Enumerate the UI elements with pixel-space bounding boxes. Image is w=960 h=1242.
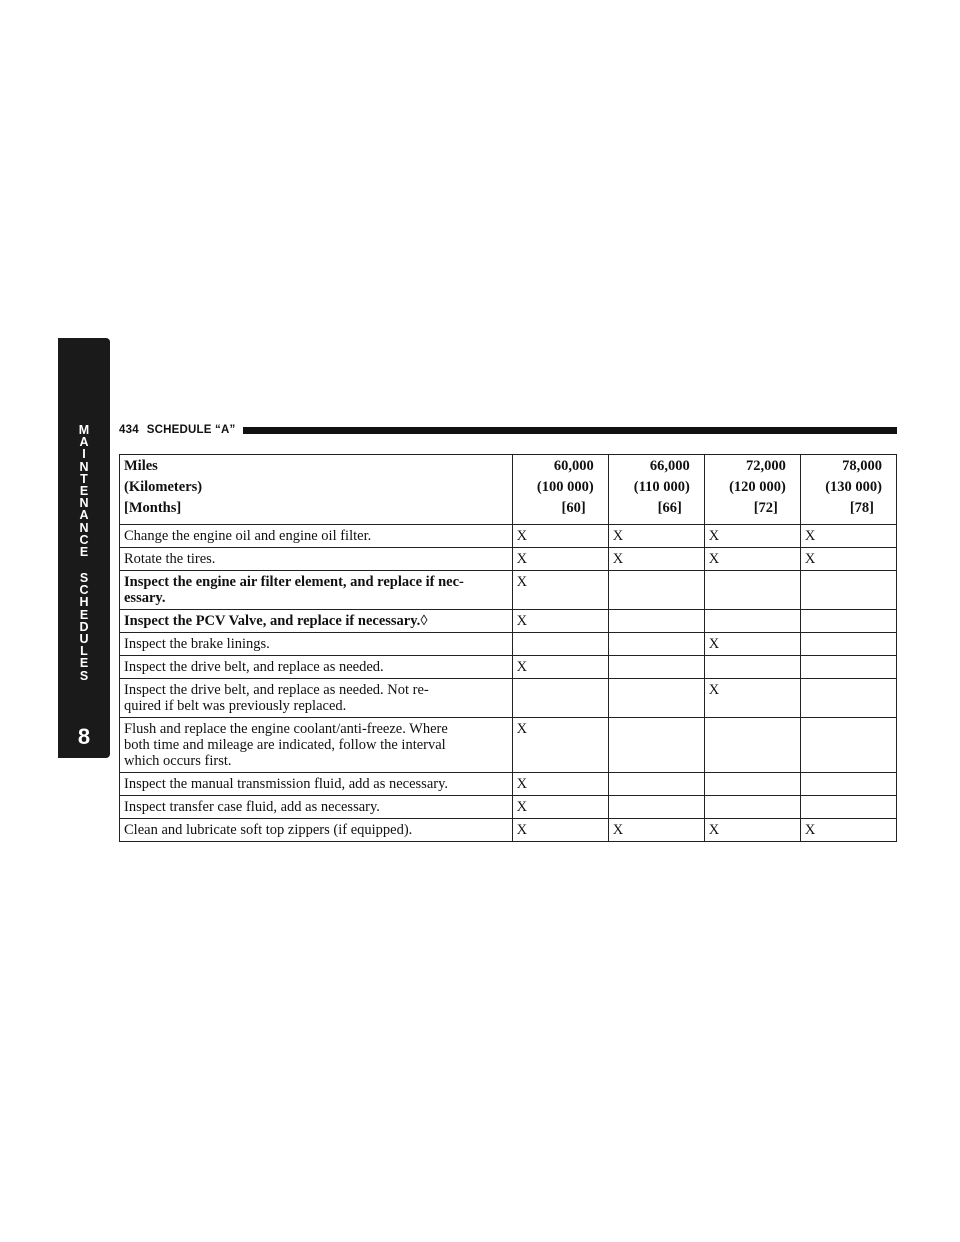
- interval-miles: 78,000: [842, 458, 882, 474]
- task-mark: [608, 773, 704, 796]
- tab-letter: S: [79, 571, 89, 586]
- task-description: [120, 571, 513, 610]
- header-miles-label: Miles: [124, 458, 158, 474]
- tab-letter: A: [79, 435, 89, 450]
- task-mark: [800, 679, 896, 718]
- tab-letter: L: [80, 644, 88, 659]
- task-mark: X: [512, 796, 608, 819]
- tab-letter: D: [79, 619, 89, 634]
- task-description: [120, 610, 513, 633]
- tab-letter: C: [79, 532, 89, 547]
- table-row: [120, 571, 897, 610]
- task-mark: X: [512, 548, 608, 571]
- task-mark: [608, 679, 704, 718]
- interval-miles: 72,000: [746, 458, 786, 474]
- task-description-line: Flush and replace the engine coolant/anti-freeze. Where: [124, 721, 448, 737]
- tab-letter: S: [79, 668, 89, 683]
- task-mark: X: [512, 610, 608, 633]
- table-row: [120, 773, 897, 796]
- task-mark: [608, 610, 704, 633]
- interval-months: [78]: [849, 500, 874, 516]
- task-mark: X: [800, 819, 896, 842]
- tab-letter: A: [79, 508, 89, 523]
- task-mark: [704, 773, 800, 796]
- task-mark: [704, 571, 800, 610]
- tab-letter: N: [79, 520, 89, 535]
- task-mark: [800, 796, 896, 819]
- diamond-note-icon: ◊: [420, 613, 428, 629]
- task-mark: X: [704, 819, 800, 842]
- task-description: [120, 679, 513, 718]
- task-mark: X: [512, 571, 608, 610]
- page-number: 434: [119, 424, 139, 436]
- interval-months: [66]: [657, 500, 682, 516]
- chapter-side-tab: [58, 338, 110, 758]
- table-row: [120, 679, 897, 718]
- task-mark: [800, 656, 896, 679]
- chapter-title-vertical: [58, 424, 110, 682]
- task-mark: [800, 571, 896, 610]
- page-header: [119, 422, 897, 438]
- task-mark: [608, 633, 704, 656]
- task-description: Inspect transfer case fluid, add as necessary.: [120, 796, 513, 819]
- task-mark: X: [608, 548, 704, 571]
- task-mark: X: [800, 548, 896, 571]
- task-mark: X: [704, 633, 800, 656]
- task-description: Inspect the brake linings.: [120, 633, 513, 656]
- header-interval-cell: [800, 455, 896, 525]
- task-mark: X: [704, 679, 800, 718]
- task-description: [120, 718, 513, 773]
- task-mark: X: [512, 819, 608, 842]
- table-header-row: [120, 455, 897, 525]
- task-mark: [608, 656, 704, 679]
- task-mark: X: [512, 525, 608, 548]
- task-mark: X: [608, 819, 704, 842]
- task-mark: [704, 796, 800, 819]
- task-description-text: Inspect the PCV Valve, and replace if necessary.: [124, 613, 421, 629]
- tab-letter: H: [79, 595, 89, 610]
- task-description: Clean and lubricate soft top zippers (if equipped).: [120, 819, 513, 842]
- task-mark: [608, 796, 704, 819]
- interval-months: [60]: [561, 500, 586, 516]
- task-mark: [704, 656, 800, 679]
- tab-letter: E: [79, 656, 89, 671]
- task-mark: [608, 718, 704, 773]
- tab-letter: N: [79, 459, 89, 474]
- task-mark: X: [704, 548, 800, 571]
- header-labels-cell: [120, 455, 513, 525]
- task-mark: [800, 718, 896, 773]
- interval-km: (120 000): [729, 479, 786, 495]
- interval-km: (110 000): [633, 479, 690, 495]
- task-mark: X: [512, 773, 608, 796]
- task-mark: X: [512, 718, 608, 773]
- tab-letter: E: [79, 607, 89, 622]
- task-description-line: quired if belt was previously replaced.: [124, 698, 347, 714]
- task-mark: [512, 633, 608, 656]
- tab-letter: E: [79, 483, 89, 498]
- header-text: [119, 424, 235, 436]
- tab-letter: I: [82, 447, 86, 462]
- task-description-line: Inspect the engine air filter element, and replace if nec-: [124, 574, 464, 590]
- tab-letter: M: [78, 423, 90, 437]
- interval-miles: 60,000: [553, 458, 594, 474]
- task-mark: [512, 679, 608, 718]
- task-mark: X: [608, 525, 704, 548]
- task-mark: X: [704, 525, 800, 548]
- interval-km: (100 000): [536, 479, 594, 495]
- table-row: [120, 796, 897, 819]
- interval-months: [72]: [753, 500, 778, 516]
- table-row: [120, 548, 897, 571]
- task-description-line: which occurs first.: [124, 753, 232, 769]
- table-row: [120, 610, 897, 633]
- table-row: [120, 656, 897, 679]
- header-interval-cell: [704, 455, 800, 525]
- table-row: [120, 633, 897, 656]
- tab-letter: U: [79, 632, 89, 646]
- tab-letter: N: [79, 496, 89, 511]
- task-description: Inspect the manual transmission fluid, add as necessary.: [120, 773, 513, 796]
- table-row: [120, 525, 897, 548]
- task-description: Inspect the drive belt, and replace as needed.: [120, 656, 513, 679]
- header-rule: [243, 427, 897, 434]
- table-row: [120, 718, 897, 773]
- task-description: Change the engine oil and engine oil filter.: [120, 525, 513, 548]
- task-mark: [704, 610, 800, 633]
- task-mark: [704, 718, 800, 773]
- task-description-line: Inspect the drive belt, and replace as needed. Not re-: [124, 682, 429, 698]
- task-mark: [800, 610, 896, 633]
- header-kilometers-label: (Kilometers): [124, 479, 203, 495]
- section-title: SCHEDULE “A”: [146, 424, 236, 436]
- task-mark: [800, 773, 896, 796]
- task-mark: X: [512, 656, 608, 679]
- task-description: Rotate the tires.: [120, 548, 513, 571]
- tab-letter: C: [79, 583, 89, 598]
- header-interval-cell: [608, 455, 704, 525]
- header-months-label: [Months]: [124, 500, 182, 516]
- task-description-line: both time and mileage are indicated, follow the interval: [124, 737, 446, 753]
- chapter-number: 8: [77, 724, 91, 749]
- table-row: [120, 819, 897, 842]
- tab-letter: E: [79, 544, 89, 559]
- maintenance-schedule-table: [119, 454, 897, 842]
- task-mark: X: [800, 525, 896, 548]
- task-mark: [608, 571, 704, 610]
- task-description-line: essary.: [124, 590, 166, 606]
- interval-miles: 66,000: [649, 458, 690, 474]
- tab-letter: T: [80, 471, 88, 486]
- task-mark: [800, 633, 896, 656]
- interval-km: (130 000): [825, 479, 882, 495]
- header-interval-cell: [512, 455, 608, 525]
